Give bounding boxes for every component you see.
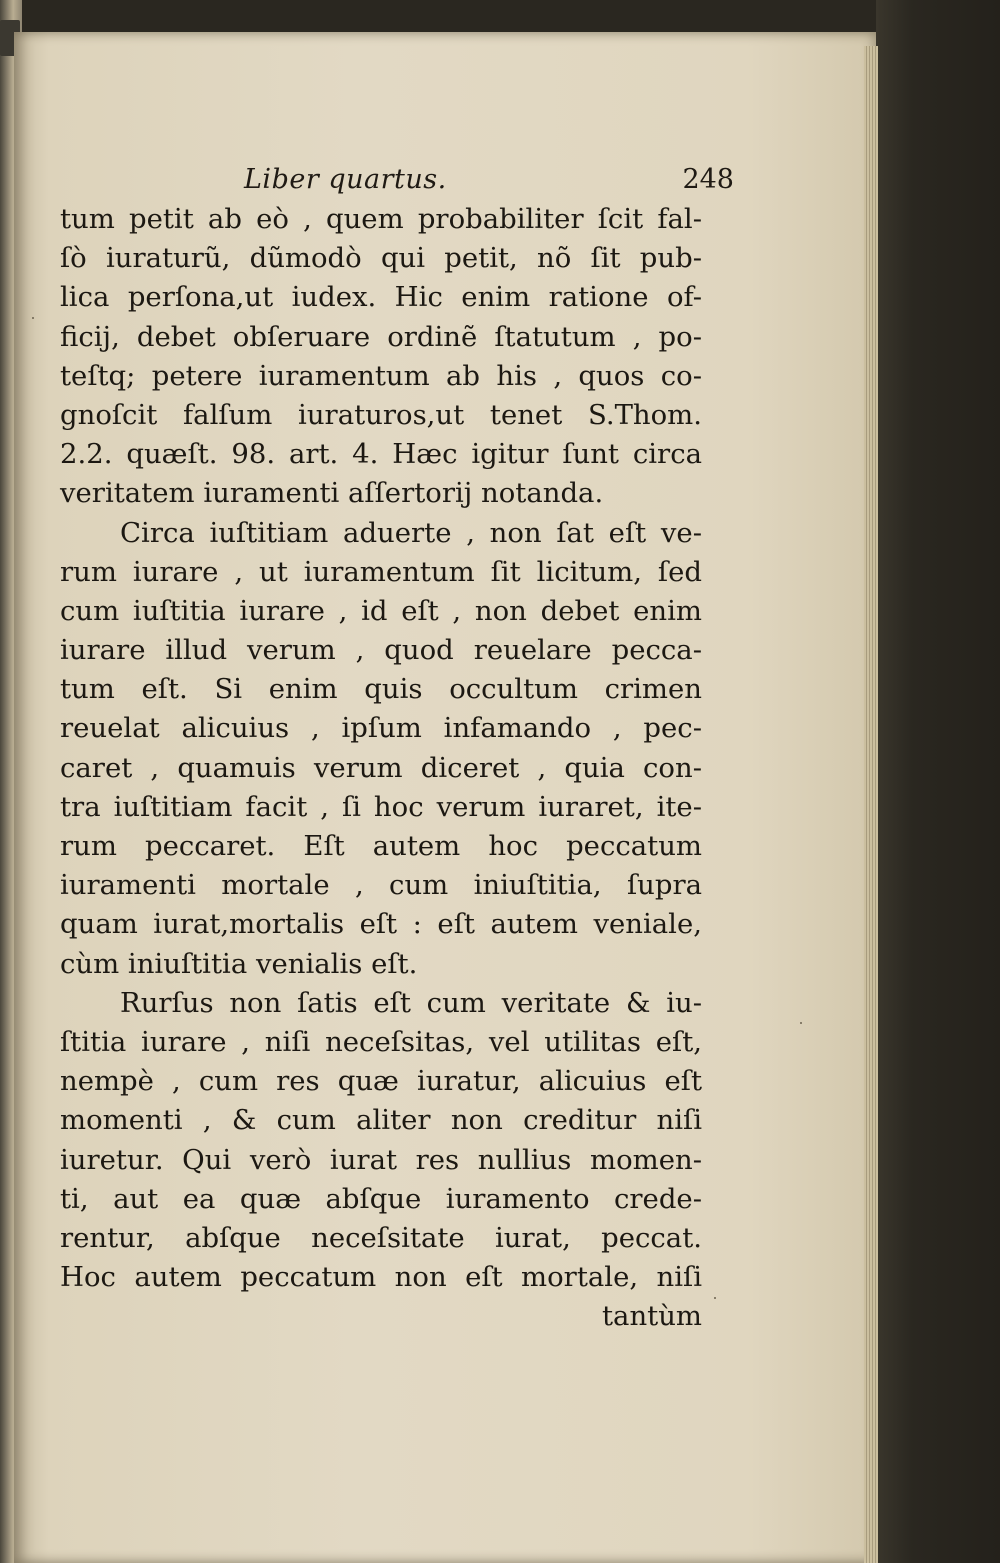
text-line: rum iurare , ut iuramentum ſit licitum, ſed	[60, 555, 702, 588]
text-line: reuelat alicuius , ipſum infamando , pec-	[60, 712, 702, 745]
text-line: quam iurat,mortalis eſt : eſt autem veniale,	[60, 908, 702, 941]
text-line: veritatem iuramenti aſſertorij notanda.	[60, 477, 604, 510]
text-line: Rurſus non ſatis eſt cum veritate & iu-	[120, 986, 702, 1019]
text-line: rum peccaret. Eſt autem hoc peccatum	[60, 830, 702, 862]
page-number: 248	[682, 164, 734, 195]
text-line: Circa iuſtitiam aduerte , non ſat eſt ve-	[120, 516, 702, 549]
body-text	[60, 200, 702, 1336]
text-line: caret , quamuis verum diceret , quia con-	[60, 751, 702, 784]
ink-speck	[800, 1022, 802, 1024]
text-line: teſtq; petere iuramentum ab his , quos co-	[60, 359, 702, 392]
text-line: cum iuſtitia iurare , id eſt , non debet enim	[60, 594, 702, 627]
text-line: ti, aut ea quæ abſque iuramento crede-	[60, 1182, 702, 1215]
ink-speck	[32, 317, 34, 319]
page-edge-stack	[864, 46, 878, 1563]
text-line: momenti , & cum aliter non creditur niſi	[60, 1104, 702, 1137]
running-head	[54, 164, 734, 204]
text-line: Hoc autem peccatum non eſt mortale, niſi	[60, 1261, 702, 1294]
text-line: iuramenti mortale , cum iniuſtitia, ſupra	[60, 869, 702, 902]
running-head-title: Liber quartus.	[244, 164, 447, 195]
text-line: ſò iuraturũ, dũmodò qui petit, nõ ſit pub-	[60, 242, 702, 275]
text-line: cùm iniuſtitia venialis eſt.	[60, 947, 418, 980]
text-line: ſtitia iurare , niſi neceſsitas, vel utilitas eſt,	[60, 1025, 702, 1058]
text-line: 2.2. quæſt. 98. art. 4. Hæc igitur ſunt circa	[60, 438, 702, 471]
book-page	[14, 32, 876, 1563]
catchword: tantùm	[602, 1300, 702, 1333]
text-line: tra iuſtitiam facit , ſi hoc verum iuraret, ite-	[60, 790, 702, 823]
background-right	[876, 0, 1000, 1563]
text-line: gnoſcit falſum iuraturos,ut tenet S.Thom.	[60, 398, 702, 431]
text-line: iuretur. Qui verò iurat res nullius momen-	[60, 1143, 702, 1176]
text-line: nempè , cum res quæ iuratur, alicuius eſt	[60, 1065, 702, 1098]
text-line: tum eſt. Si enim quis occultum crimen	[60, 673, 702, 706]
text-line: tum petit ab eò , quem probabiliter ſcit fal-	[60, 203, 702, 235]
text-line: rentur, abſque neceſsitate iurat, peccat.	[60, 1221, 702, 1254]
text-line: ficij, debet obſeruare ordinẽ ſtatutum , po-	[60, 320, 702, 353]
text-line: lica perſona,ut iudex. Hic enim ratione of-	[60, 281, 702, 314]
text-line: iurare illud verum , quod reuelare pecca-	[60, 634, 702, 667]
ink-speck	[714, 1297, 716, 1299]
